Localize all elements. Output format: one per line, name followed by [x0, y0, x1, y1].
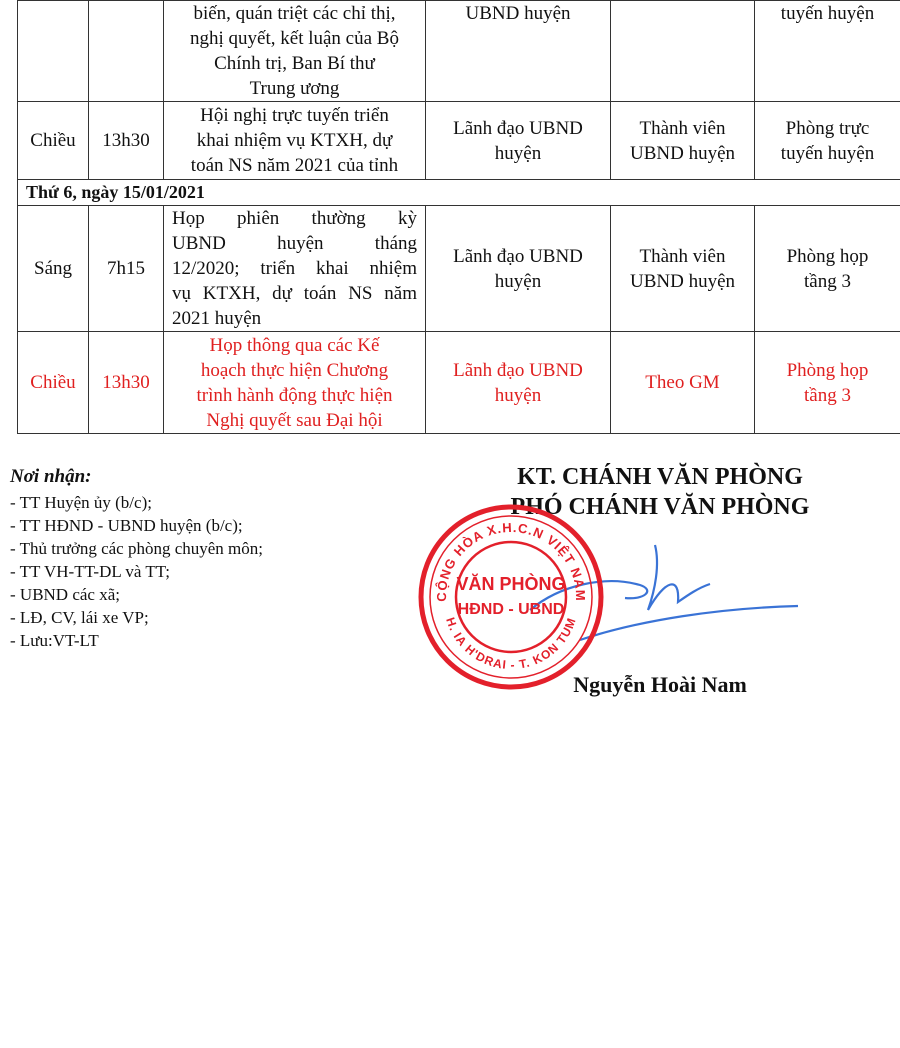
place-cell: Phòng trực tuyến huyện: [755, 102, 900, 180]
schedule-table: [17, 0, 900, 434]
stamp-bottom-text: H. IA H'DRAI - T. KON TUM: [443, 615, 579, 673]
official-stamp: [416, 502, 606, 692]
signature-title: KT. CHÁNH VĂN PHÒNG PHÓ CHÁNH VĂN PHÒNG: [510, 464, 810, 520]
session-cell: Chiều: [18, 102, 89, 180]
attendees-cell: [611, 1, 755, 102]
session-cell: Chiều: [18, 332, 89, 434]
recipient-item: - TT HĐND - UBND huyện (b/c);: [10, 516, 243, 535]
place-cell: tuyến huyện: [755, 1, 900, 102]
table-row: [18, 206, 900, 332]
stamp-center-line2: HĐND - UBND: [457, 601, 565, 618]
signer-name: Nguyễn Hoài Nam: [573, 672, 747, 697]
day-header: Thứ 6, ngày 15/01/2021: [18, 180, 900, 206]
stamp-ring-text: CỘNG HÒA X.H.C.N VIỆT NAM: [433, 519, 589, 602]
content-cell: Họp thông qua các Kế hoạch thực hiện Chương trình hành động thực hiện Nghị quyết sau Đại hội: [164, 332, 426, 434]
attendees-cell: Thành viên UBND huyện: [611, 206, 755, 332]
recipient-item: - UBND các xã;: [10, 585, 120, 604]
content-cell: Họp phiên thường kỳ UBND huyện tháng 12/2020; triển khai nhiệm vụ KTXH, dự toán NS năm 2021 huyện: [164, 206, 426, 332]
session-cell: Sáng: [18, 206, 89, 332]
lead-cell: Lãnh đạo UBND huyện: [426, 206, 611, 332]
recipient-item: - TT VH-TT-DL và TT;: [10, 562, 170, 581]
lead-cell: Lãnh đạo UBND huyện: [426, 102, 611, 180]
content-cell: biến, quán triệt các chỉ thị, nghị quyết, kết luận của Bộ Chính trị, Ban Bí thư Trung ương: [164, 1, 426, 102]
time-cell: [89, 1, 164, 102]
recipient-item: - TT Huyện ủy (b/c);: [10, 493, 152, 512]
recipient-item: - Thủ trưởng các phòng chuyên môn;: [10, 539, 263, 558]
time-cell: 7h15: [89, 206, 164, 332]
recipient-item: - LĐ, CV, lái xe VP;: [10, 608, 149, 627]
time-cell: 13h30: [89, 102, 164, 180]
recipient-item: - Lưu:VT-LT: [10, 631, 99, 650]
place-cell: Phòng họp tầng 3: [755, 206, 900, 332]
attendees-cell: Theo GM: [611, 332, 755, 434]
stamp-center-line1: VĂN PHÒNG: [456, 574, 566, 594]
attendees-cell: Thành viên UBND huyện: [611, 102, 755, 180]
day-header-row: [18, 180, 900, 206]
table-row: [18, 332, 900, 434]
lead-cell: Lãnh đạo UBND huyện: [426, 332, 611, 434]
recipients-block: [10, 466, 263, 652]
table-row: [18, 102, 900, 180]
session-cell: [18, 1, 89, 102]
recipients-title: Nơi nhận:: [10, 466, 92, 487]
table-row: [18, 1, 900, 102]
place-cell: Phòng họp tầng 3: [755, 332, 900, 434]
time-cell: 13h30: [89, 332, 164, 434]
content-cell: Hội nghị trực tuyến triển khai nhiệm vụ KTXH, dự toán NS năm 2021 của tỉnh: [164, 102, 426, 180]
lead-cell: UBND huyện: [426, 1, 611, 102]
